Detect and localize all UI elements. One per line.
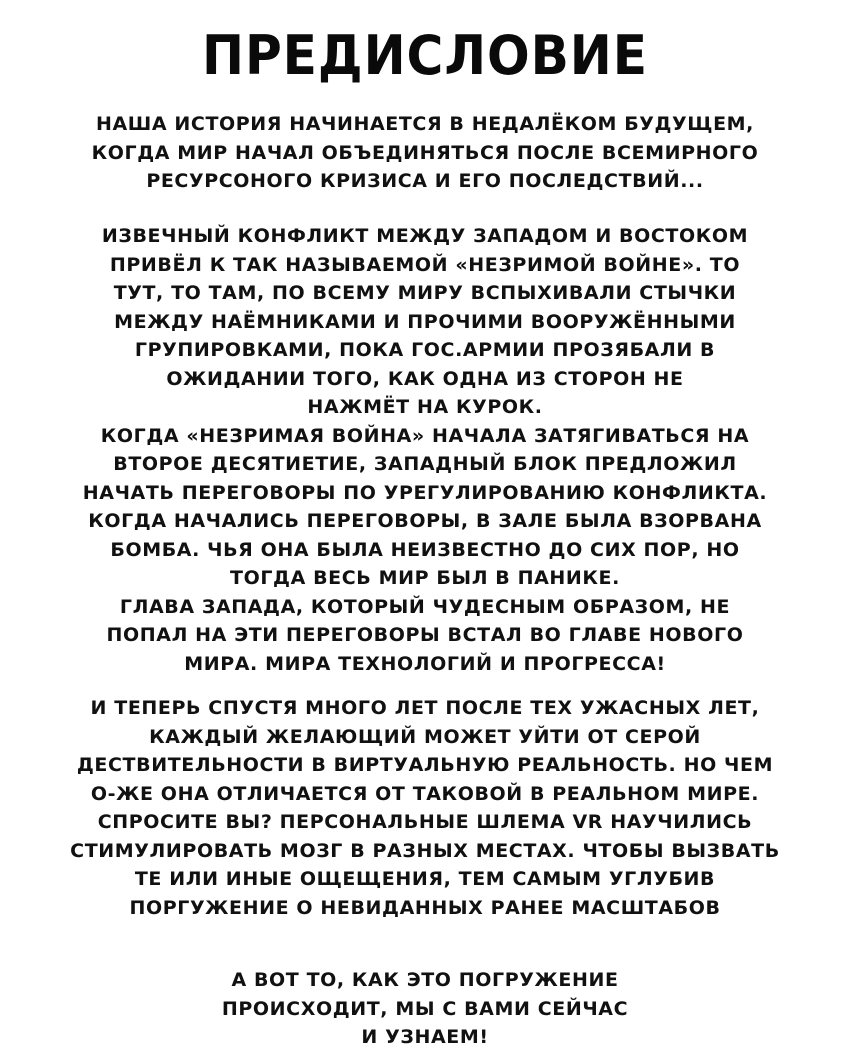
text-line: НАЧАТЬ ПЕРЕГОВОРЫ ПО УРЕГУЛИРОВАНИЮ КОНФЛИКТА. [82,481,768,504]
text-line: РЕСУРСОНОГО КРИЗИСА И ЕГО ПОСЛЕДСТВИЙ... [146,170,704,192]
page-title: ПРЕДИСЛОВИЕ [201,24,648,87]
text-line: ВТОРОЕ ДЕСЯТИЕТИЕ, ЗАПАДНЫЙ БЛОК ПРЕДЛОЖИЛ [113,453,737,475]
text-line: МИРА. МИРА ТЕХНОЛОГИЙ И ПРОГРЕССА! [184,652,666,675]
text-line: СПРОСИТЕ ВЫ? ПЕРСОНАЛЬНЫЕ ШЛЕМА VR НАУЧИЛИСЬ [97,811,753,833]
text-line: ДЕСТВИТЕЛЬНОСТИ В ВИРТУАЛЬНУЮ РЕАЛЬНОСТЬ. НО ЧЕМ [76,754,774,776]
text-line: ПОРГУЖЕНИЕ О НЕВИДАННЫХ РАНЕЕ МАСШТАБОВ [129,896,721,919]
paragraph-closing [20,966,830,1052]
text-line: А ВОТ ТО, КАК ЭТО ПОГРУЖЕНИЕ [231,969,619,991]
text-line: И ТЕПЕРЬ СПУСТЯ МНОГО ЛЕТ ПОСЛЕ ТЕХ УЖАСНЫХ ЛЕТ, [90,697,760,719]
text-line: О-ЖЕ ОНА ОТЛИЧАЕТСЯ ОТ ТАКОВОЙ В РЕАЛЬНОМ МИРЕ. [90,782,760,805]
text-line: ИЗВЕЧНЫЙ КОНФЛИКТ МЕЖДУ ЗАПАДОМ И ВОСТОКОМ [101,225,749,247]
text-line: КОГДА НАЧАЛИСЬ ПЕРЕГОВОРЫ, В ЗАЛЕ БЫЛА ВЗОРВАНА [88,510,762,532]
text-line: КАЖДЫЙ ЖЕЛАЮЩИЙ МОЖЕТ УЙТИ ОТ СЕРОЙ [149,725,701,748]
text-line: НАША ИСТОРИЯ НАЧИНАЕТСЯ В НЕДАЛЁКОМ БУДУЩЕМ, [96,113,754,135]
text-line: МЕЖДУ НАЁМНИКАМИ И ПРОЧИМИ ВООРУЖЁННЫМИ [114,310,736,333]
text-line: НАЖМЁТ НА КУРОК. [307,396,543,418]
paragraph-conflict [20,222,830,678]
paragraph-intro [20,110,830,196]
text-line: ПРИВЁЛ К ТАК НАЗЫВАЕМОЙ «НЕЗРИМОЙ ВОЙНЕ». ТО [109,253,741,276]
text-line: ПОПАЛ НА ЭТИ ПЕРЕГОВОРЫ ВСТАЛ ВО ГЛАВЕ НОВОГО [106,624,744,646]
text-line: ТОГДА ВЕСЬ МИР БЫЛ В ПАНИКЕ. [230,567,620,589]
text-line: СТИМУЛИРОВАТЬ МОЗГ В РАЗНЫХ МЕСТАХ. ЧТОБЫ ВЫЗВАТЬ [70,839,780,862]
text-line: ТУТ, ТО ТАМ, ПО ВСЕМУ МИРУ ВСПЫХИВАЛИ СТЫЧКИ [113,282,737,304]
text-line: ОЖИДАНИИ ТОГО, КАК ОДНА ИЗ СТОРОН НЕ [166,367,684,390]
text-line: И УЗНАЕМ! [361,1026,489,1048]
text-line: КОГДА МИР НАЧАЛ ОБЪЕДИНЯТЬСЯ ПОСЛЕ ВСЕМИРНОГО [91,141,759,164]
text-line: КОГДА «НЕЗРИМАЯ ВОЙНА» НАЧАЛА ЗАТЯГИВАТЬСЯ НА [100,424,750,447]
text-line: ПРОИСХОДИТ, МЫ С ВАМИ СЕЙЧАС [221,997,629,1020]
text-line: ГРУПИРОВКАМИ, ПОКА ГОС.АРМИИ ПРОЗЯБАЛИ В [134,339,716,361]
text-line: ТЕ ИЛИ ИНЫЕ ОЩЕЩЕНИЯ, ТЕМ САМЫМ УГЛУБИВ [134,868,716,890]
text-line: БОМБА. ЧЬЯ ОНА БЫЛА НЕИЗВЕСТНО ДО СИХ ПОР, НО [110,538,740,561]
paragraph-virtual-reality [20,694,830,922]
text-line: ГЛАВА ЗАПАДА, КОТОРЫЙ ЧУДЕСНЫМ ОБРАЗОМ, НЕ [119,595,731,618]
